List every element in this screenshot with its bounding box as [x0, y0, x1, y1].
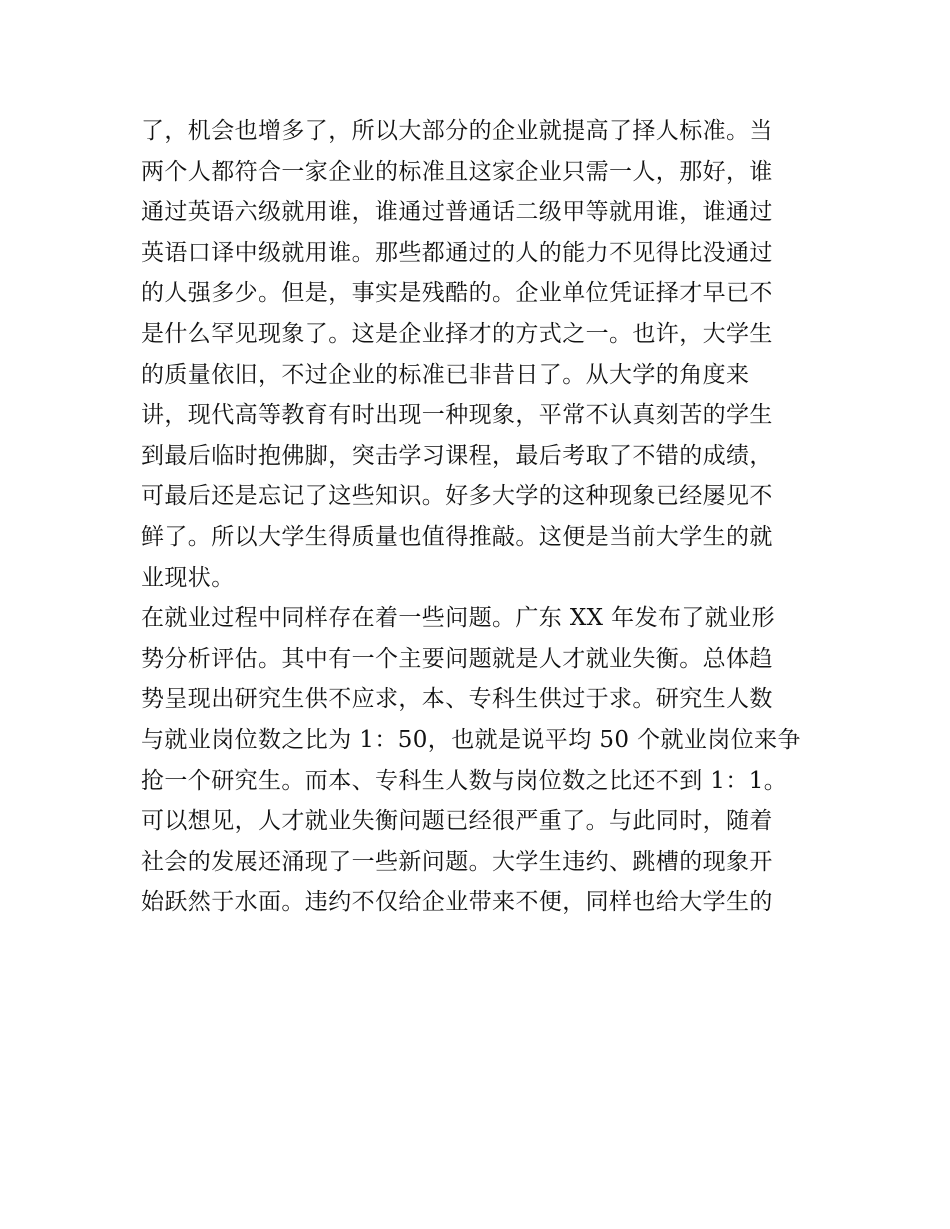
text-line-14: 势分析评估。其中有一个主要问题就是人才就业失衡。总体趋	[141, 645, 773, 672]
text-line-2: 两个人都符合一家企业的标准且这家企业只需一人，那好，谁	[141, 158, 773, 185]
text-line-8: 讲，现代高等教育有时出现一种现象，平常不认真刻苦的学生	[141, 402, 773, 429]
text-line-4: 英语口译中级就用谁。那些都通过的人的能力不见得比没通过	[141, 239, 773, 266]
text-line-5: 的人强多少。但是，事实是残酷的。企业单位凭证择才早已不	[141, 280, 773, 307]
text-line-10: 可最后还是忘记了这些知识。好多大学的这种现象已经屡见不	[141, 483, 773, 510]
text-line-9: 到最后临时抱佛脚，突击学习课程，最后考取了不错的成绩，	[141, 442, 773, 469]
text-line-18: 可以想见，人才就业失衡问题已经很严重了。与此同时，随着	[141, 808, 773, 835]
text-line-19: 社会的发展还涌现了一些新问题。大学生违约、跳槽的现象开	[141, 848, 773, 875]
text-line-16: 与就业岗位数之比为 1：50，也就是说平均 50 个就业岗位来争	[141, 726, 801, 753]
text-line-13: 在就业过程中同样存在着一些问题。广东 XX 年发布了就业形	[141, 605, 775, 632]
text-line-12: 业现状。	[141, 564, 235, 591]
text-line-1: 了，机会也增多了，所以大部分的企业就提高了择人标准。当	[141, 118, 773, 144]
text-line-3: 通过英语六级就用谁，谁通过普通话二级甲等就用谁，谁通过	[141, 199, 773, 226]
text-line-20: 始跃然于水面。违约不仅给企业带来不便，同样也给大学生的	[141, 889, 773, 916]
text-line-11: 鲜了。所以大学生得质量也值得推敲。这便是当前大学生的就	[141, 523, 773, 550]
body-text	[141, 111, 821, 923]
text-line-15: 势呈现出研究生供不应求，本、专科生供过于求。研究生人数	[141, 686, 773, 713]
text-line-17: 抢一个研究生。而本、专科生人数与岗位数之比还不到 1：1。	[141, 767, 788, 794]
text-line-6: 是什么罕见现象了。这是企业择才的方式之一。也许，大学生	[141, 320, 773, 347]
text-line-7: 的质量依旧，不过企业的标准已非昔日了。从大学的角度来	[141, 361, 750, 388]
